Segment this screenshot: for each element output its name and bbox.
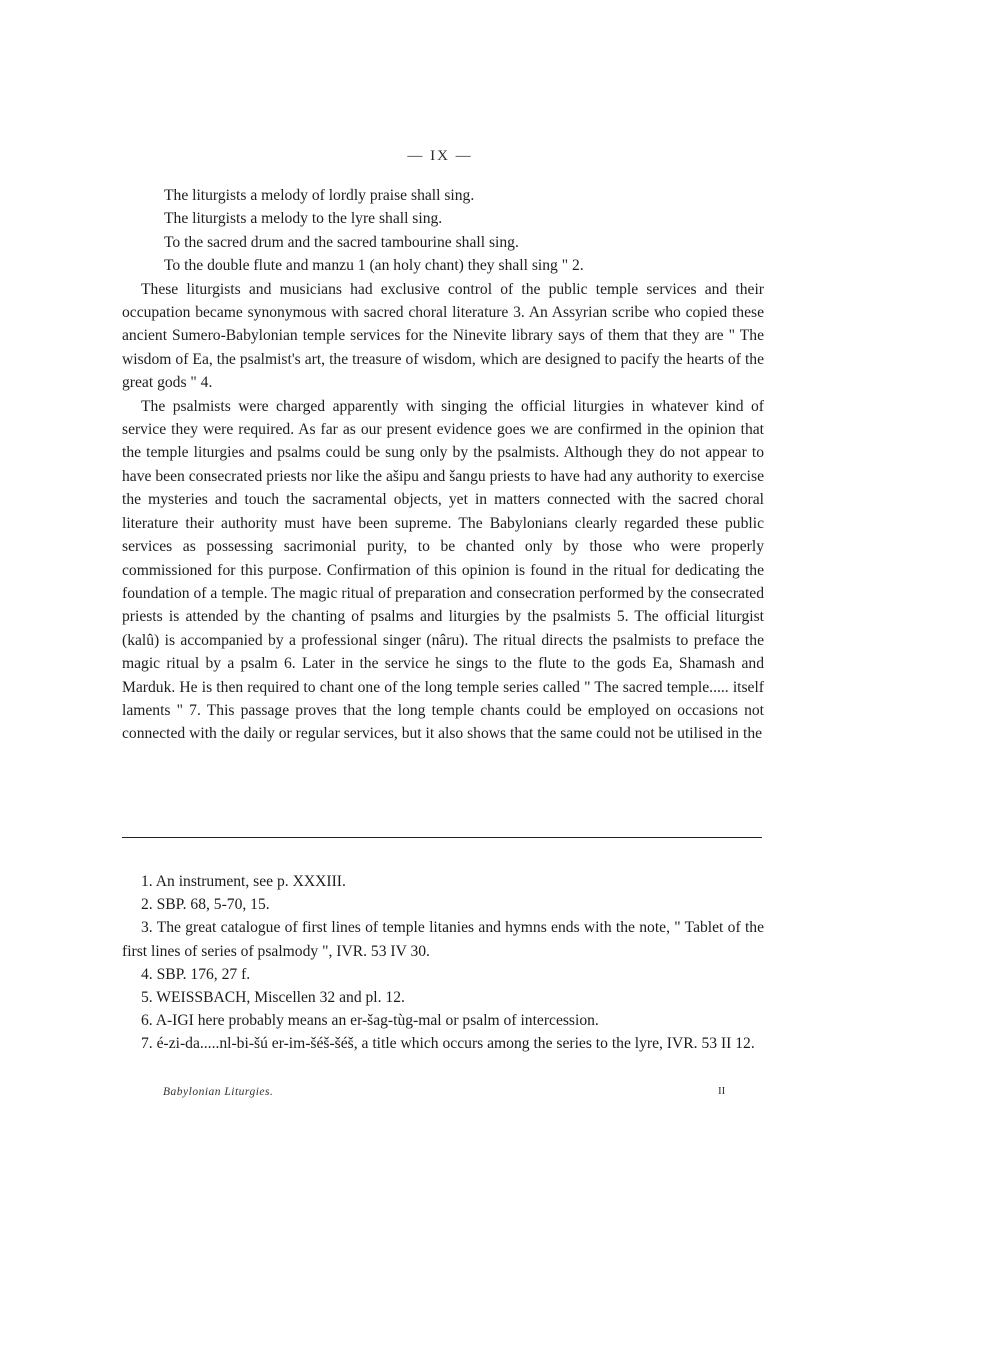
footnote-5: 5. WEISSBACH, Miscellen 32 and pl. 12. (141, 989, 405, 1007)
paragraph-psalmists: The psalmists were charged apparently with singing the official liturgies in whatever kind of service they were required. As far as our present evidence goes we are confirmed in the opinion that the temple liturgies and psalms could be sung only by the psalmists. Although they do not appear to have been consecrated priests nor like the ašipu and šangu priests to have had any authority to exercise the mysteries and touch the sacramental objects, yet in matters connected with the sacred choral literature their authority must have been supreme. The Babylonians clearly regarded these public services as possessing sacrimonial purity, to be chanted only by those who were properly commissioned for this purpose. Confirmation of this opinion is found in the ritual for dedicating the foundation of a temple. The magic ritual of preparation and consecration performed by the consecrated priests is attended by the chanting of psalms and liturgies by the psalmists 5. The official liturgist (kalû) is accompanied by a professional singer (nâru). The ritual directs the psalmists to preface the magic ritual by a psalm 6. Later in the service he sings to the flute to the gods Ea, Shamash and Marduk. He is then required to chant one of the long temple series called " The sacred temple..... itself laments " 7. This passage proves that the long temple chants could be employed on occasions not connected with the daily or regular services, but it also shows that the same could not be utilised in the (122, 397, 764, 743)
running-footer-title: Babylonian Liturgies. (163, 1086, 274, 1098)
footnote-7: 7. é-zi-da.....nl-bi-šú er-im-šéš-šéš, a title which occurs among the series to the lyre, IVR. 53 II 12. (141, 1035, 755, 1053)
footnote-divider (122, 837, 762, 838)
verse-line-1: The liturgists a melody of lordly praise shall sing. (164, 187, 475, 204)
page-number: — IX — (407, 148, 473, 164)
verse-line-3: To the sacred drum and the sacred tambourine shall sing. (164, 233, 519, 251)
signature-mark: II (718, 1085, 726, 1097)
paragraph-liturgists: These liturgists and musicians had exclusive control of the public temple services and their occupation became synonymous with sacred choral literature 3. An Assyrian scribe who copied these ancient Sumero-Babylonian temple services for the Ninevite library says of them that they are " The wisdom of Ea, the psalmist's art, the treasure of wisdom, which are designed to pacify the hearts of the great gods " 4. (122, 280, 764, 392)
footnote-4: 4. SBP. 176, 27 f. (141, 965, 251, 983)
footnotes (122, 870, 764, 1056)
footnote-6: 6. A-IGI here probably means an er-šag-tùg-mal or psalm of intercession. (141, 1012, 599, 1030)
main-text (122, 184, 764, 746)
footnote-3: 3. The great catalogue of first lines of temple litanies and hymns ends with the note, " Tablet of the first lines of series of psalmody ", IVR. 53 IV 30. (122, 919, 764, 960)
verse-line-2: The liturgists a melody to the lyre shall sing. (164, 210, 443, 228)
footnote-1: 1. An instrument, see p. XXXIII. (141, 873, 346, 890)
verse-line-4: To the double flute and manzu 1 (an holy chant) they shall sing " 2. (164, 257, 584, 275)
footnote-2: 2. SBP. 68, 5-70, 15. (141, 896, 270, 914)
